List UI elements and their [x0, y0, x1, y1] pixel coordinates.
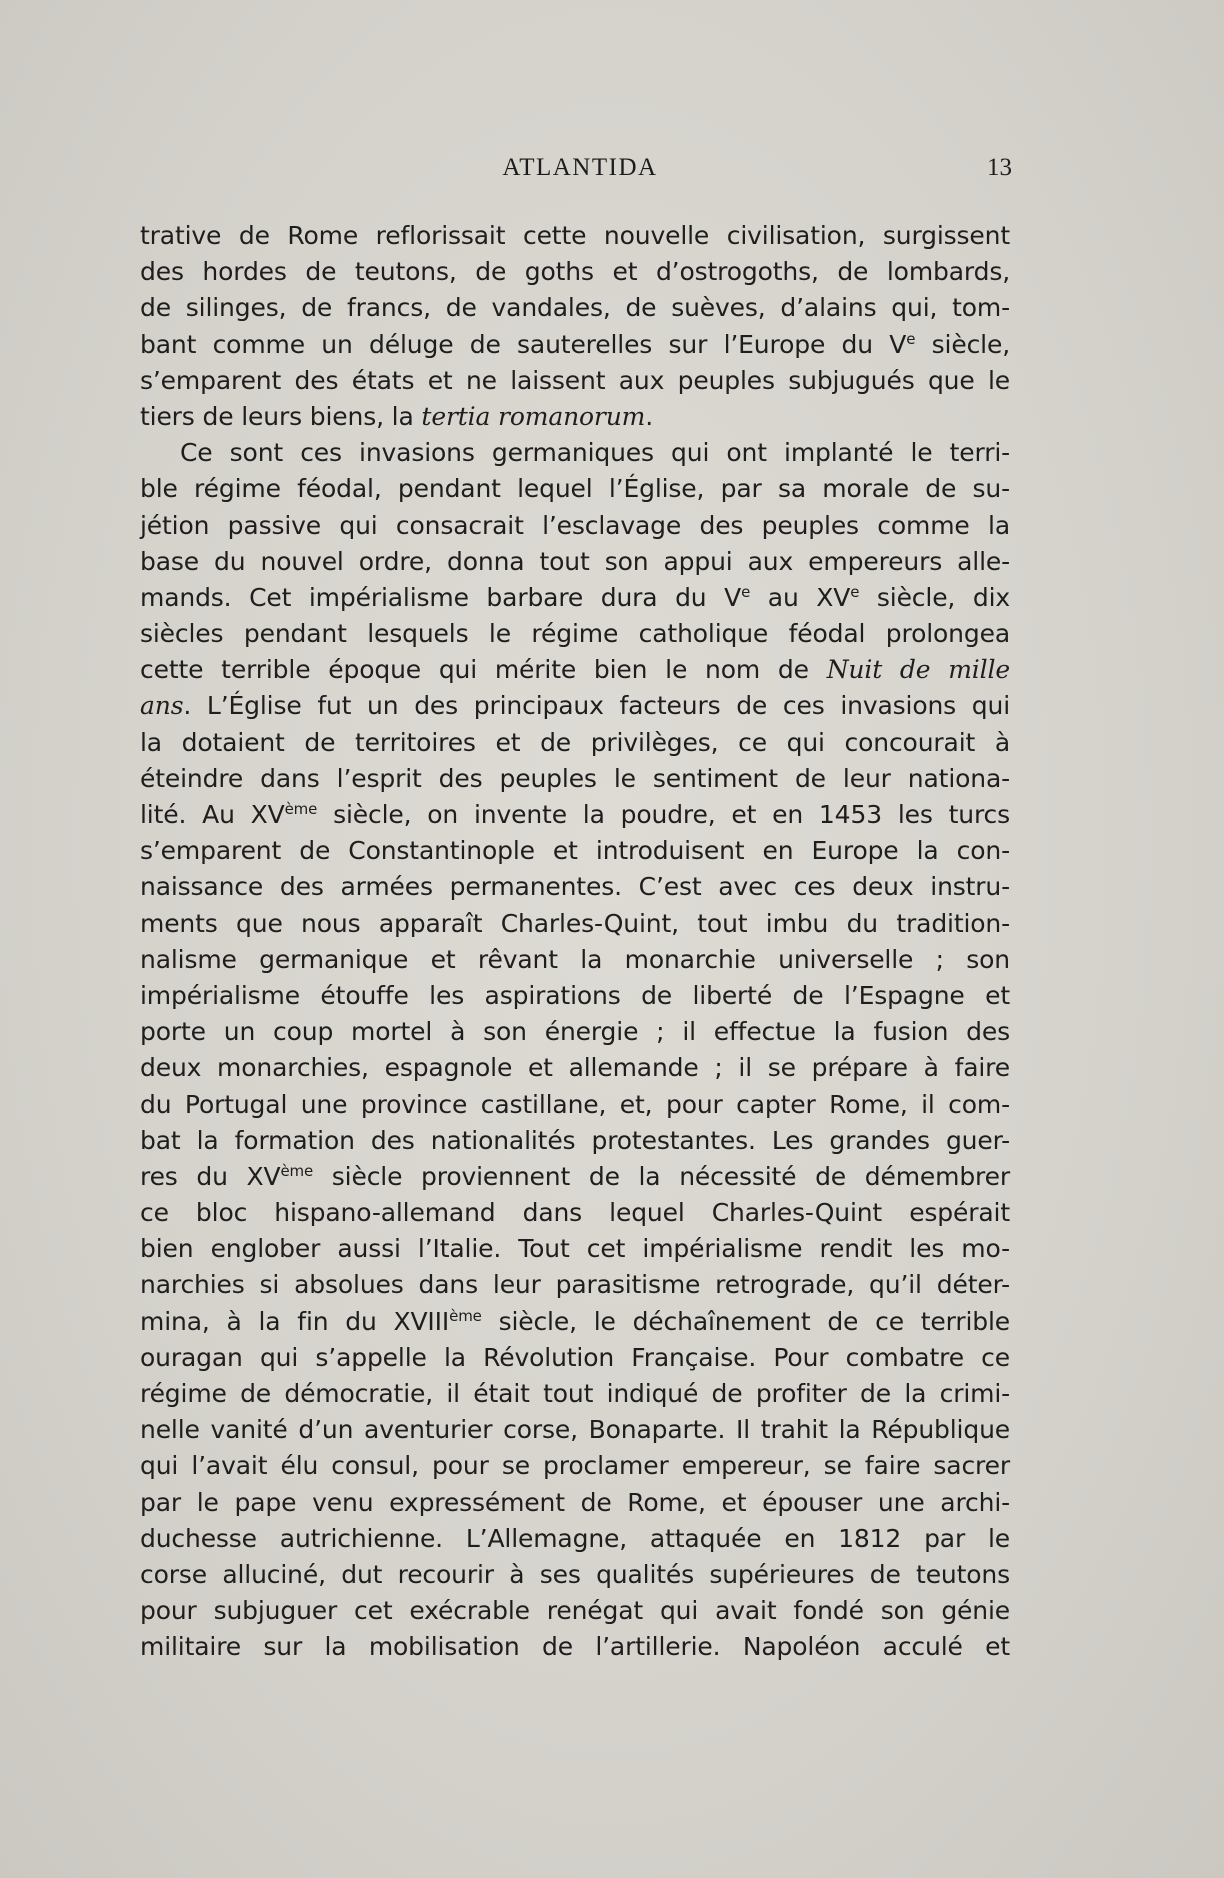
text-line: nelle vanité d’un aventurier corse, Bonaparte. Il trahit la République	[140, 1415, 1010, 1445]
text-line: qui l’avait élu consul, pour se proclamer empereur, se faire sacrer	[140, 1451, 1010, 1481]
text-line: corse alluciné, dut recourir à ses qualités supérieures de teutons	[140, 1559, 1010, 1589]
text-line: pour subjuguer cet exécrable renégat qui avait fondé son génie	[140, 1596, 1010, 1626]
text-line: mands. Cet impérialisme barbare dura du Ve au XVe siècle, dix	[140, 582, 1011, 612]
text-line: bat la formation des nationalités protestantes. Les grandes guer-	[140, 1125, 1010, 1155]
text-line: impérialisme étouffe les aspirations de liberté de l’Espagne et	[140, 980, 1010, 1010]
text-line: trative de Rome reflorissait cette nouvelle civilisation, surgissent	[140, 221, 1010, 250]
text-line: duchesse autrichienne. L’Allemagne, attaquée en 1812 par le	[140, 1523, 1010, 1553]
body-text	[140, 218, 1010, 1666]
text-line: du Portugal une province castillane, et, pour capter Rome, il com-	[140, 1089, 1010, 1119]
page-number: 13	[987, 154, 1012, 181]
text-line: bien englober aussi l’Italie. Tout cet impérialisme rendit les mo-	[140, 1234, 1010, 1264]
text-line: ble régime féodal, pendant lequel l’Église, par sa morale de su-	[140, 474, 1010, 504]
text-line: s’emparent de Constantinople et introduisent en Europe la con-	[140, 836, 1010, 866]
text-line: tiers de leurs biens, la tertia romanorum.	[140, 401, 654, 431]
text-line: par le pape venu expressément de Rome, et épouser une archi-	[140, 1487, 1010, 1517]
text-line: res du XVème siècle proviennent de la nécessité de démembrer	[140, 1161, 1010, 1191]
text-line: narchies si absolues dans leur parasitisme retrograde, qu’il déter-	[140, 1270, 1010, 1300]
text-line: militaire sur la mobilisation de l’artillerie. Napoléon acculé et	[140, 1632, 1010, 1662]
text-line: base du nouvel ordre, donna tout son appui aux empereurs alle-	[140, 546, 1010, 576]
text-line: ans. L’Église fut un des principaux facteurs de ces invasions qui	[140, 691, 1010, 721]
text-line: jétion passive qui consacrait l’esclavage des peuples comme la	[140, 510, 1010, 540]
text-line: éteindre dans l’esprit des peuples le sentiment de leur nationa-	[140, 763, 1010, 793]
text-line: de silinges, de francs, de vandales, de suèves, d’alains qui, tom-	[140, 293, 1010, 323]
text-line: nalisme germanique et rêvant la monarchie universelle ; son	[140, 944, 1010, 974]
text-line: Ce sont ces invasions germaniques qui ont implanté le terri-	[180, 438, 1010, 468]
text-line: bant comme un déluge de sauterelles sur l’Europe du Ve siècle,	[140, 329, 1010, 359]
text-line: ments que nous apparaît Charles-Quint, tout imbu du tradition-	[140, 908, 1010, 938]
text-line: naissance des armées permanentes. C’est avec ces deux instru-	[140, 872, 1010, 902]
page-header	[140, 154, 1020, 190]
text-line: ce bloc hispano-allemand dans lequel Charles-Quint espérait	[140, 1198, 1010, 1228]
text-line: s’emparent des états et ne laissent aux peuples subjugués que le	[140, 365, 1010, 395]
running-title: ATLANTIDA	[502, 154, 658, 181]
text-line: porte un coup mortel à son énergie ; il effectue la fusion des	[140, 1017, 1010, 1047]
text-line: des hordes de teutons, de goths et d’ostrogoths, de lombards,	[140, 257, 1010, 287]
text-line: cette terrible époque qui mérite bien le nom de Nuit de mille	[140, 655, 1010, 685]
text-line: la dotaient de territoires et de privilèges, ce qui concourait à	[140, 727, 1010, 757]
text-line: mina, à la fin du XVIIIème siècle, le déchaînement de ce terrible	[140, 1306, 1010, 1336]
text-line: lité. Au XVème siècle, on invente la poudre, et en 1453 les turcs	[140, 800, 1010, 829]
text-line: ouragan qui s’appelle la Révolution Française. Pour combatre ce	[140, 1342, 1010, 1372]
text-line: régime de démocratie, il était tout indiqué de profiter de la crimi-	[140, 1379, 1010, 1408]
text-line: siècles pendant lesquels le régime catholique féodal prolongea	[140, 619, 1010, 649]
text-line: deux monarchies, espagnole et allemande ; il se prépare à faire	[140, 1053, 1010, 1083]
